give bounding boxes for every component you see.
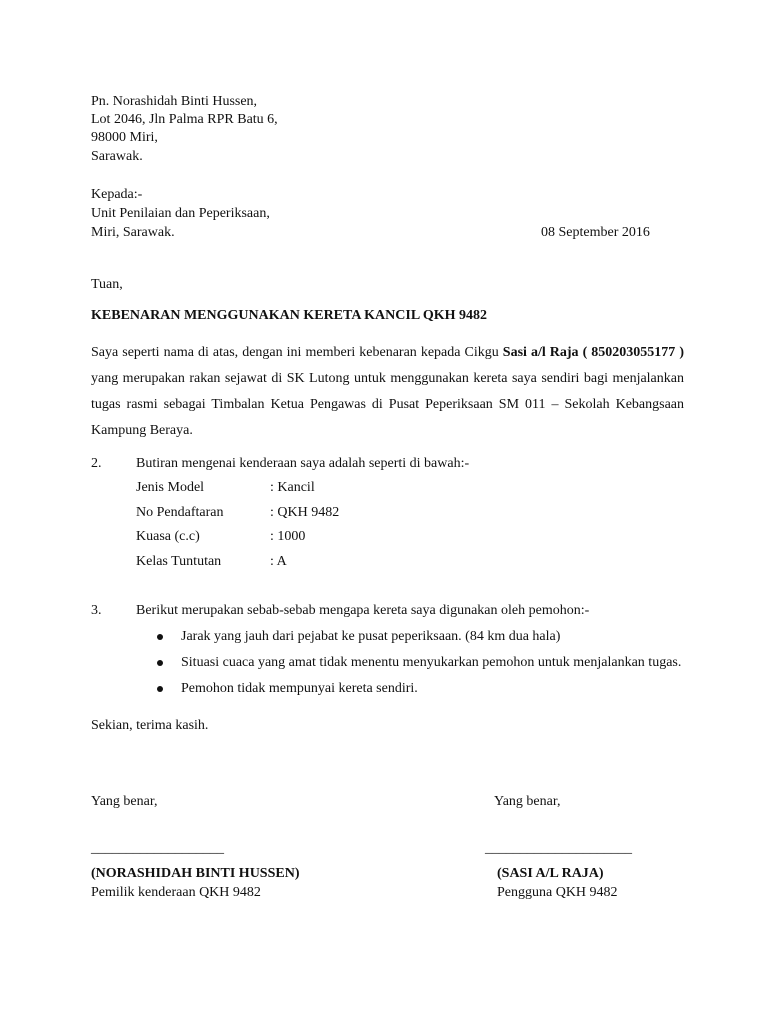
- sender-address-line: Sarawak.: [91, 149, 143, 164]
- bullet-icon: [157, 686, 163, 692]
- subject-heading: KEBENARAN MENGGUNAKAN KERETA KANCIL QKH 9482: [91, 308, 488, 323]
- reason-item: Jarak yang jauh dari pejabat ke pusat peperiksaan. (84 km dua hala): [181, 629, 561, 644]
- vehicle-detail-value: : QKH 9482: [270, 505, 340, 520]
- sender-address-line: Lot 2046, Jln Palma RPR Batu 6,: [91, 112, 278, 127]
- right-signatory-role: Pengguna QKH 9482: [497, 885, 618, 900]
- paragraph-1: [91, 340, 684, 444]
- right-signature-line: _____________________: [485, 841, 632, 856]
- paragraph-3-intro: Berikut merupakan sebab-sebab mengapa kereta saya digunakan oleh pemohon:-: [136, 603, 590, 618]
- closing-remark: Sekian, terima kasih.: [91, 718, 209, 733]
- paragraph-1-line: Kampung Beraya.: [91, 423, 193, 438]
- bullet-icon: [157, 634, 163, 640]
- vehicle-detail-label: Kelas Tuntutan: [136, 554, 222, 569]
- letter-date: 08 September 2016: [541, 225, 650, 240]
- salutation: Tuan,: [91, 277, 123, 292]
- recipient-line: Miri, Sarawak.: [91, 225, 175, 240]
- paragraph-1-line: yang merupakan rakan sejawat di SK Lutong untuk menggunakan kereta saya sendiri bagi menjalankan: [91, 371, 684, 386]
- paragraph-1-line: tugas rasmi sebagai Timbalan Ketua Pengawas di Pusat Peperiksaan SM 011 – Sekolah Kebangsaan: [91, 397, 684, 412]
- right-signatory-name: (SASI A/L RAJA): [497, 866, 604, 881]
- sender-address-line: 98000 Miri,: [91, 130, 158, 145]
- right-signature-greeting: Yang benar,: [494, 794, 561, 809]
- recipient-label: Kepada:-: [91, 187, 143, 202]
- bullet-icon: [157, 660, 163, 666]
- left-signatory-name: (NORASHIDAH BINTI HUSSEN): [91, 866, 300, 881]
- vehicle-detail-label: Jenis Model: [136, 480, 205, 495]
- left-signature-greeting: Yang benar,: [91, 794, 158, 809]
- vehicle-detail-value: : 1000: [270, 529, 306, 544]
- reason-item: Pemohon tidak mempunyai kereta sendiri.: [181, 681, 418, 696]
- paragraph-2-number: 2.: [91, 456, 102, 471]
- vehicle-detail-value: : Kancil: [270, 480, 315, 495]
- vehicle-detail-value: : A: [270, 554, 287, 569]
- sender-name: Pn. Norashidah Binti Hussen,: [91, 94, 258, 109]
- left-signatory-role: Pemilik kenderaan QKH 9482: [91, 885, 261, 900]
- paragraph-2-intro: Butiran mengenai kenderaan saya adalah seperti di bawah:-: [136, 456, 470, 471]
- left-signature-line: ___________________: [91, 841, 224, 856]
- reason-item: Situasi cuaca yang amat tidak menentu menyukarkan pemohon untuk menjalankan tugas.: [181, 655, 682, 670]
- paragraph-1-line: [91, 340, 684, 366]
- paragraph-1-intro: Saya seperti nama di atas, dengan ini memberi kebenaran kepada Cikgu: [91, 345, 503, 360]
- vehicle-detail-label: No Pendaftaran: [136, 505, 224, 520]
- vehicle-detail-label: Kuasa (c.c): [136, 529, 200, 544]
- recipient-line: Unit Penilaian dan Peperiksaan,: [91, 206, 270, 221]
- authorized-person: Sasi a/l Raja ( 850203055177 ): [502, 345, 684, 360]
- paragraph-3-number: 3.: [91, 603, 102, 618]
